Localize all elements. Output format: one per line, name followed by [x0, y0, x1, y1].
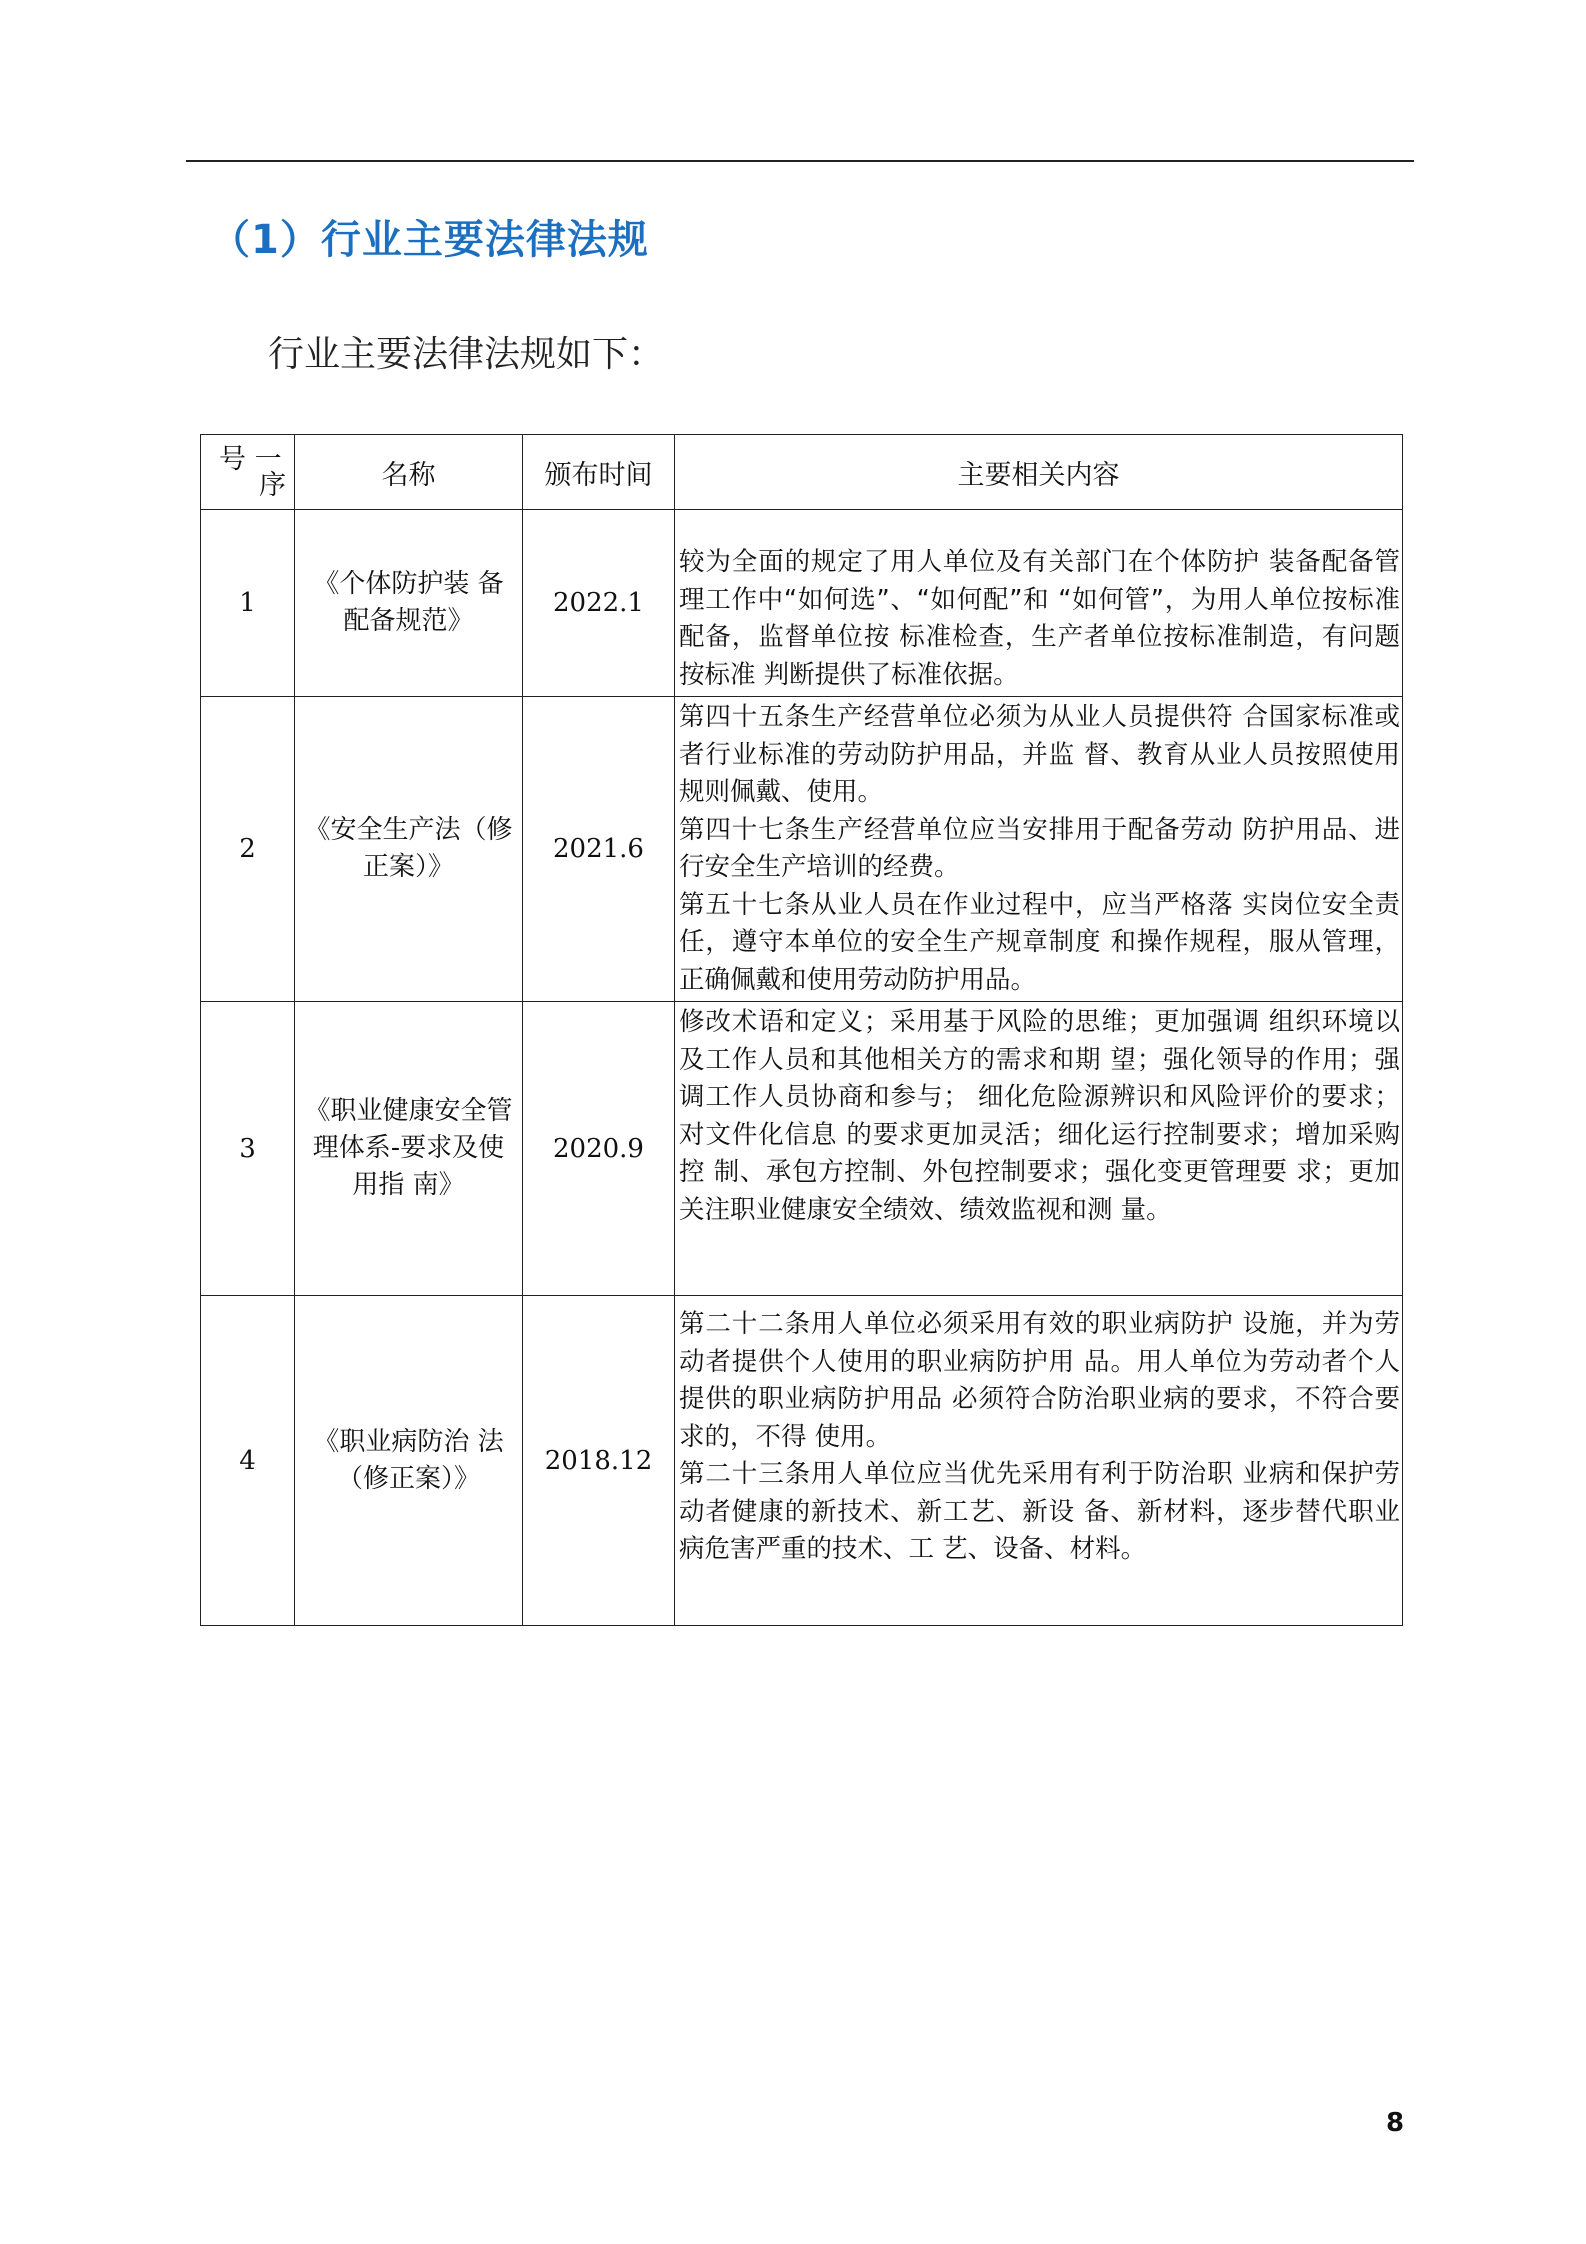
row-content — [675, 1296, 1403, 1626]
content-paragraph: 第二十三条用人单位应当优先采用有利于防治职 业病和保护劳动者健康的新技术、新工艺、新设 备、新材料，逐步替代职业病危害严重的技术、工 艺、设备、材料。 — [679, 1459, 1400, 1564]
page-number: 8 — [1386, 2108, 1405, 2138]
content-paragraph: 修改术语和定义；采用基于风险的思维；更加强调 组织环境以及工作人员和其他相关方的需求和期 望；强化领导的作用；强调工作人员协商和参与； 细化危险源辨识和风险评价的要求；对文件化信息 的要求更加灵活；细化运行控制要求；增加采购控 制、承包方控制、外包控制要求；强化变更管理要 求；更加关注职业健康安全绩效、绩效监视和测 量。 — [679, 1007, 1400, 1225]
header-name: 名称 — [295, 435, 523, 510]
header-rule — [186, 160, 1414, 162]
table-header-row — [201, 435, 1403, 510]
table-row — [201, 510, 1403, 697]
row-no: 4 — [201, 1296, 295, 1626]
header-content: 主要相关内容 — [675, 435, 1403, 510]
row-content — [675, 1002, 1403, 1296]
row-name: 《职业病防治 法（修正案）》 — [295, 1296, 523, 1626]
header-no-part1: 号 一 — [219, 444, 282, 475]
row-date: 2020.9 — [523, 1002, 675, 1296]
row-no: 1 — [201, 510, 295, 697]
table-row — [201, 1002, 1403, 1296]
content-paragraph: 第四十五条生产经营单位必须为从业人员提供符 合国家标准或者行业标准的劳动防护用品，并监 督、教育从业人员按照使用规则佩戴、使用。 — [679, 702, 1400, 807]
row-content — [675, 510, 1403, 697]
row-date: 2021.6 — [523, 697, 675, 1002]
row-date: 2022.1 — [523, 510, 675, 697]
content-paragraph: 第四十七条生产经营单位应当安排用于配备劳动 防护用品、进行安全生产培训的经费。 — [679, 814, 1400, 882]
row-name: 《个体防护装 备配备规范》 — [295, 510, 523, 697]
content-paragraph: 第二十二条用人单位必须采用有效的职业病防护 设施，并为劳动者提供个人使用的职业病防护用 品。用人单位为劳动者个人提供的职业病防护用品 必须符合防治职业病的要求，不符合要求的，不得 使用。 — [679, 1309, 1400, 1452]
content-paragraph: 第五十七条从业人员在作业过程中，应当严格落 实岗位安全责任，遵守本单位的安全生产规章制度 和操作规程，服从管理，正确佩戴和使用劳动防护用品。 — [679, 889, 1400, 995]
row-content — [675, 697, 1403, 1002]
table-row — [201, 1296, 1403, 1626]
header-date: 颁布时间 — [523, 435, 675, 510]
row-name: 《安全生产法（修正案）》 — [295, 697, 523, 1002]
intro-text: 行业主要法律法规如下： — [268, 334, 665, 375]
row-name: 《职业健康安全管理体系-要求及使用指 南》 — [295, 1002, 523, 1296]
section-title: （1）行业主要法律法规 — [210, 217, 649, 263]
header-no-part2: 序 — [259, 470, 286, 501]
header-no — [201, 435, 295, 510]
row-no: 2 — [201, 697, 295, 1002]
content-paragraph: 较为全面的规定了用人单位及有关部门在个体防护 装备配备管理工作中“如何选”、“如何配”和 “如何管”，为用人单位按标准配备，监督单位按 标准检查，生产者单位按标准制造，有问题按标准 判断提供了标准依据。 — [679, 547, 1400, 690]
table-row — [201, 697, 1403, 1002]
row-no: 3 — [201, 1002, 295, 1296]
row-date: 2018.12 — [523, 1296, 675, 1626]
laws-table — [200, 434, 1403, 1626]
